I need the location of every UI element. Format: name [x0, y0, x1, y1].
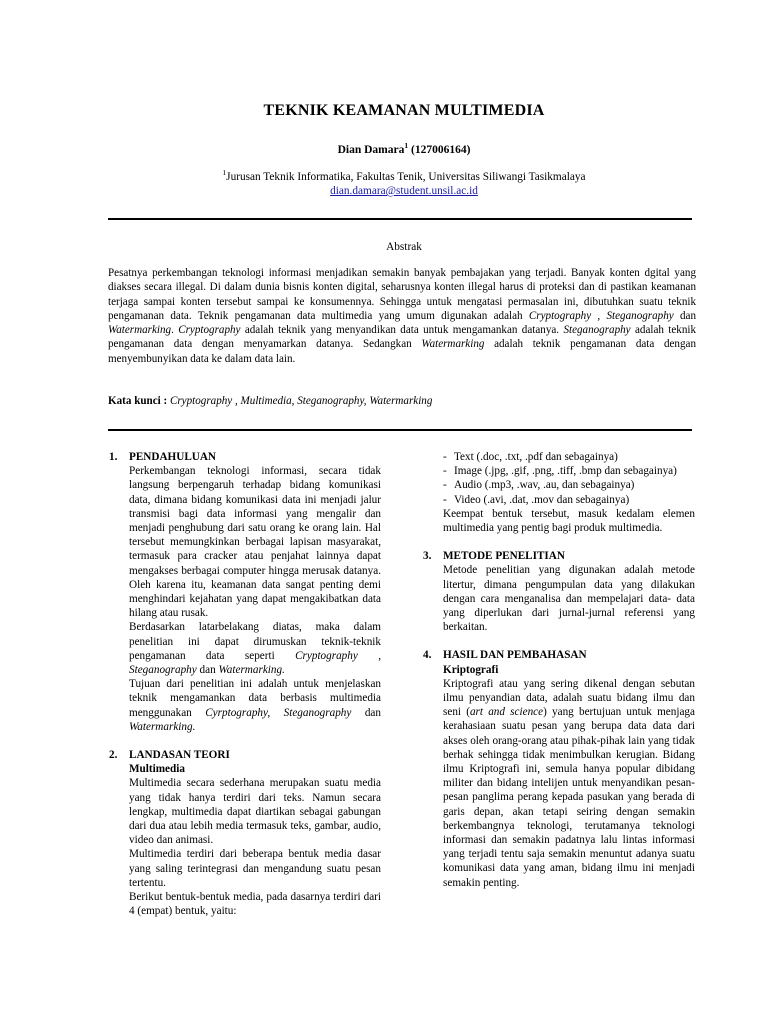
affiliation-sup: 1	[222, 168, 227, 178]
section-heading-hasil-pembahasan: 4. HASIL DAN PEMBAHASAN	[423, 649, 587, 662]
email-line	[0, 184, 768, 198]
keywords-text: Cryptography , Multimedia, Steganography, Watermarking	[169, 395, 433, 407]
right-column	[423, 450, 695, 890]
section-heading-metode-penelitian: 3. METODE PENELITIAN	[423, 550, 565, 563]
keywords	[108, 394, 696, 408]
subheading-multimedia: Multimedia	[129, 763, 185, 776]
abstract-divider	[108, 429, 692, 431]
keywords-label: Kata kunci :	[108, 395, 168, 407]
list-item: - Audio (.mp3, .wav, .au, dan sebagainya)	[443, 479, 635, 492]
paragraph: Multimedia secara sederhana merupakan suatu media yang tidak hanya terdiri dari teks. Namun secara lengkap, multimedia dapat diartikan sebagai gabungan dari dua atau lebih media termasuk teks, gambar, audio, video dan animasi.	[129, 777, 381, 847]
author-name: Dian Damara	[337, 144, 405, 156]
email-link[interactable]: dian.damara@student.unsil.ac.id	[330, 185, 478, 197]
paragraph: Multimedia terdiri dari beberapa bentuk media dasar yang saling terintegrasi dan mengandung suatu pesan tertentu.	[129, 848, 381, 889]
abstract-body: Pesatnya perkembangan teknologi informasi menjadikan semakin banyak pembajakan yang terjadi. Banyak konten dgital yang diakses secara illegal. Di dalam dunia bisnis konten digital, seharusnya konten illegal harus di proteksi dan di pastikan keamanan terjaga sampai konten tersebut sampai ke konsumennya. Sehingga untuk mengatasi permasalan ini, dibutuhkan suatu teknik pengamanan data. Teknik pengamanan data multimedia yang umum digunakan adalah Cryptography , Steganography dan Watermarking. Cryptography adalah teknik yang menyandikan data untuk mengamankan datanya. Steganography adalah teknik pengamanan data dengan menyamarkan datanya. Sedangkan Watermarking adalah teknik pengamanan data dengan menyembunyikan data ke dalam data lain.	[108, 267, 697, 365]
author-sup: 1	[404, 141, 409, 151]
paragraph: Tujuan dari penelitian ini adalah untuk menjelaskan teknik mengamankan data berbasis multimedia menggunakan Cyrptography, Steganography dan Watermarking.	[129, 678, 381, 733]
paragraph: Metode penelitian yang digunakan adalah metode litertur, dimana pengumpulan data yang dilakukan dengan cara menganalisa dan mempelajari data- data yang diperlukan dari jurnal-jurnal referensi yang berkaitan.	[443, 564, 695, 634]
affiliation	[0, 170, 768, 184]
affiliation-text: Jurusan Teknik Informatika, Fakultas Tenik, Universitas Siliwangi Tasikmalaya	[226, 171, 586, 183]
subheading-kriptografi: Kriptografi	[443, 663, 499, 676]
section-heading-pendahuluan: 1. PENDAHULUAN	[109, 451, 217, 463]
section-heading-landasan-teori: 2. LANDASAN TEORI	[109, 749, 230, 762]
list-item: - Image (.jpg, .gif, .png, .tiff, .bmp dan sebagainya)	[443, 465, 677, 478]
paragraph: Perkembangan teknologi informasi, secara tidak langsung berpengaruh terhadap bidang komunikasi data, dimana bidang komunikasi data ini menjadi jalur transmisi bagi data informasi yang mengalir dan menjadi penghubung dari satu orang ke orang lain. Hal tersebut memungkinkan berbagai lapisan masyarakat, termasuk para cracker atau penjahat lainnya dapat mengakses berbagai computer hingga merusak datanya. Oleh karena itu, keamanan data sangat penting demi menghindari kejahatan yang dapat mengakibatkan data hilang atau rusak.	[129, 465, 381, 620]
left-column	[109, 450, 381, 919]
list-item: - Text (.doc, .txt, .pdf dan sebagainya)	[443, 451, 618, 463]
author-id: (127006164)	[410, 144, 471, 156]
paragraph: Berdasarkan latarbelakang diatas, maka dalam penelitian ini dapat dirumuskan teknik-teknik pengamanan data seperti Cryptography , Steganography dan Watermarking.	[129, 621, 381, 677]
paragraph: Berikut bentuk-bentuk media, pada dasarnya terdiri dari 4 (empat) bentuk, yaitu:	[129, 891, 381, 918]
paper-title: TEKNIK KEAMANAN MULTIMEDIA	[263, 102, 545, 119]
paragraph: Keempat bentuk tersebut, masuk kedalam elemen multimedia yang pentig bagi produk multimedia.	[443, 507, 695, 535]
abstract-heading: Abstrak	[386, 241, 422, 253]
list-item: - Video (.avi, .dat, .mov dan sebagainya)	[443, 493, 630, 506]
author-line	[0, 143, 768, 157]
top-divider	[108, 218, 692, 220]
paragraph: Kriptografi atau yang sering dikenal dengan sebutan ilmu penyandian data, adalah suatu bidang ilmu dan seni (art and science) yang bertujuan untuk menjaga kerahasiaan suatu pesan yang berupa data data dari akses oleh orang-orang atau pihak-pihak lain yang tidak berhak sehingga tidak menimbulkan kerugian. Bidang ilmu Kriptografi ini, semula hanya popular dibidang militer dan bidang intelijen untuk menyandikan pesan-pesan panglima perang kepada pasukan yang berada di garis depan, akan tetapi seiring dengan semakin berkembangnya teknologi, terutamanya teknologi informasi dan semakin padatnya lalu lintas informasi yang terjadi tentu saja semakin menuntut adanya suatu komunikasi data yang aman, bidang ilmu ini menjadi semakin penting.	[443, 677, 695, 889]
